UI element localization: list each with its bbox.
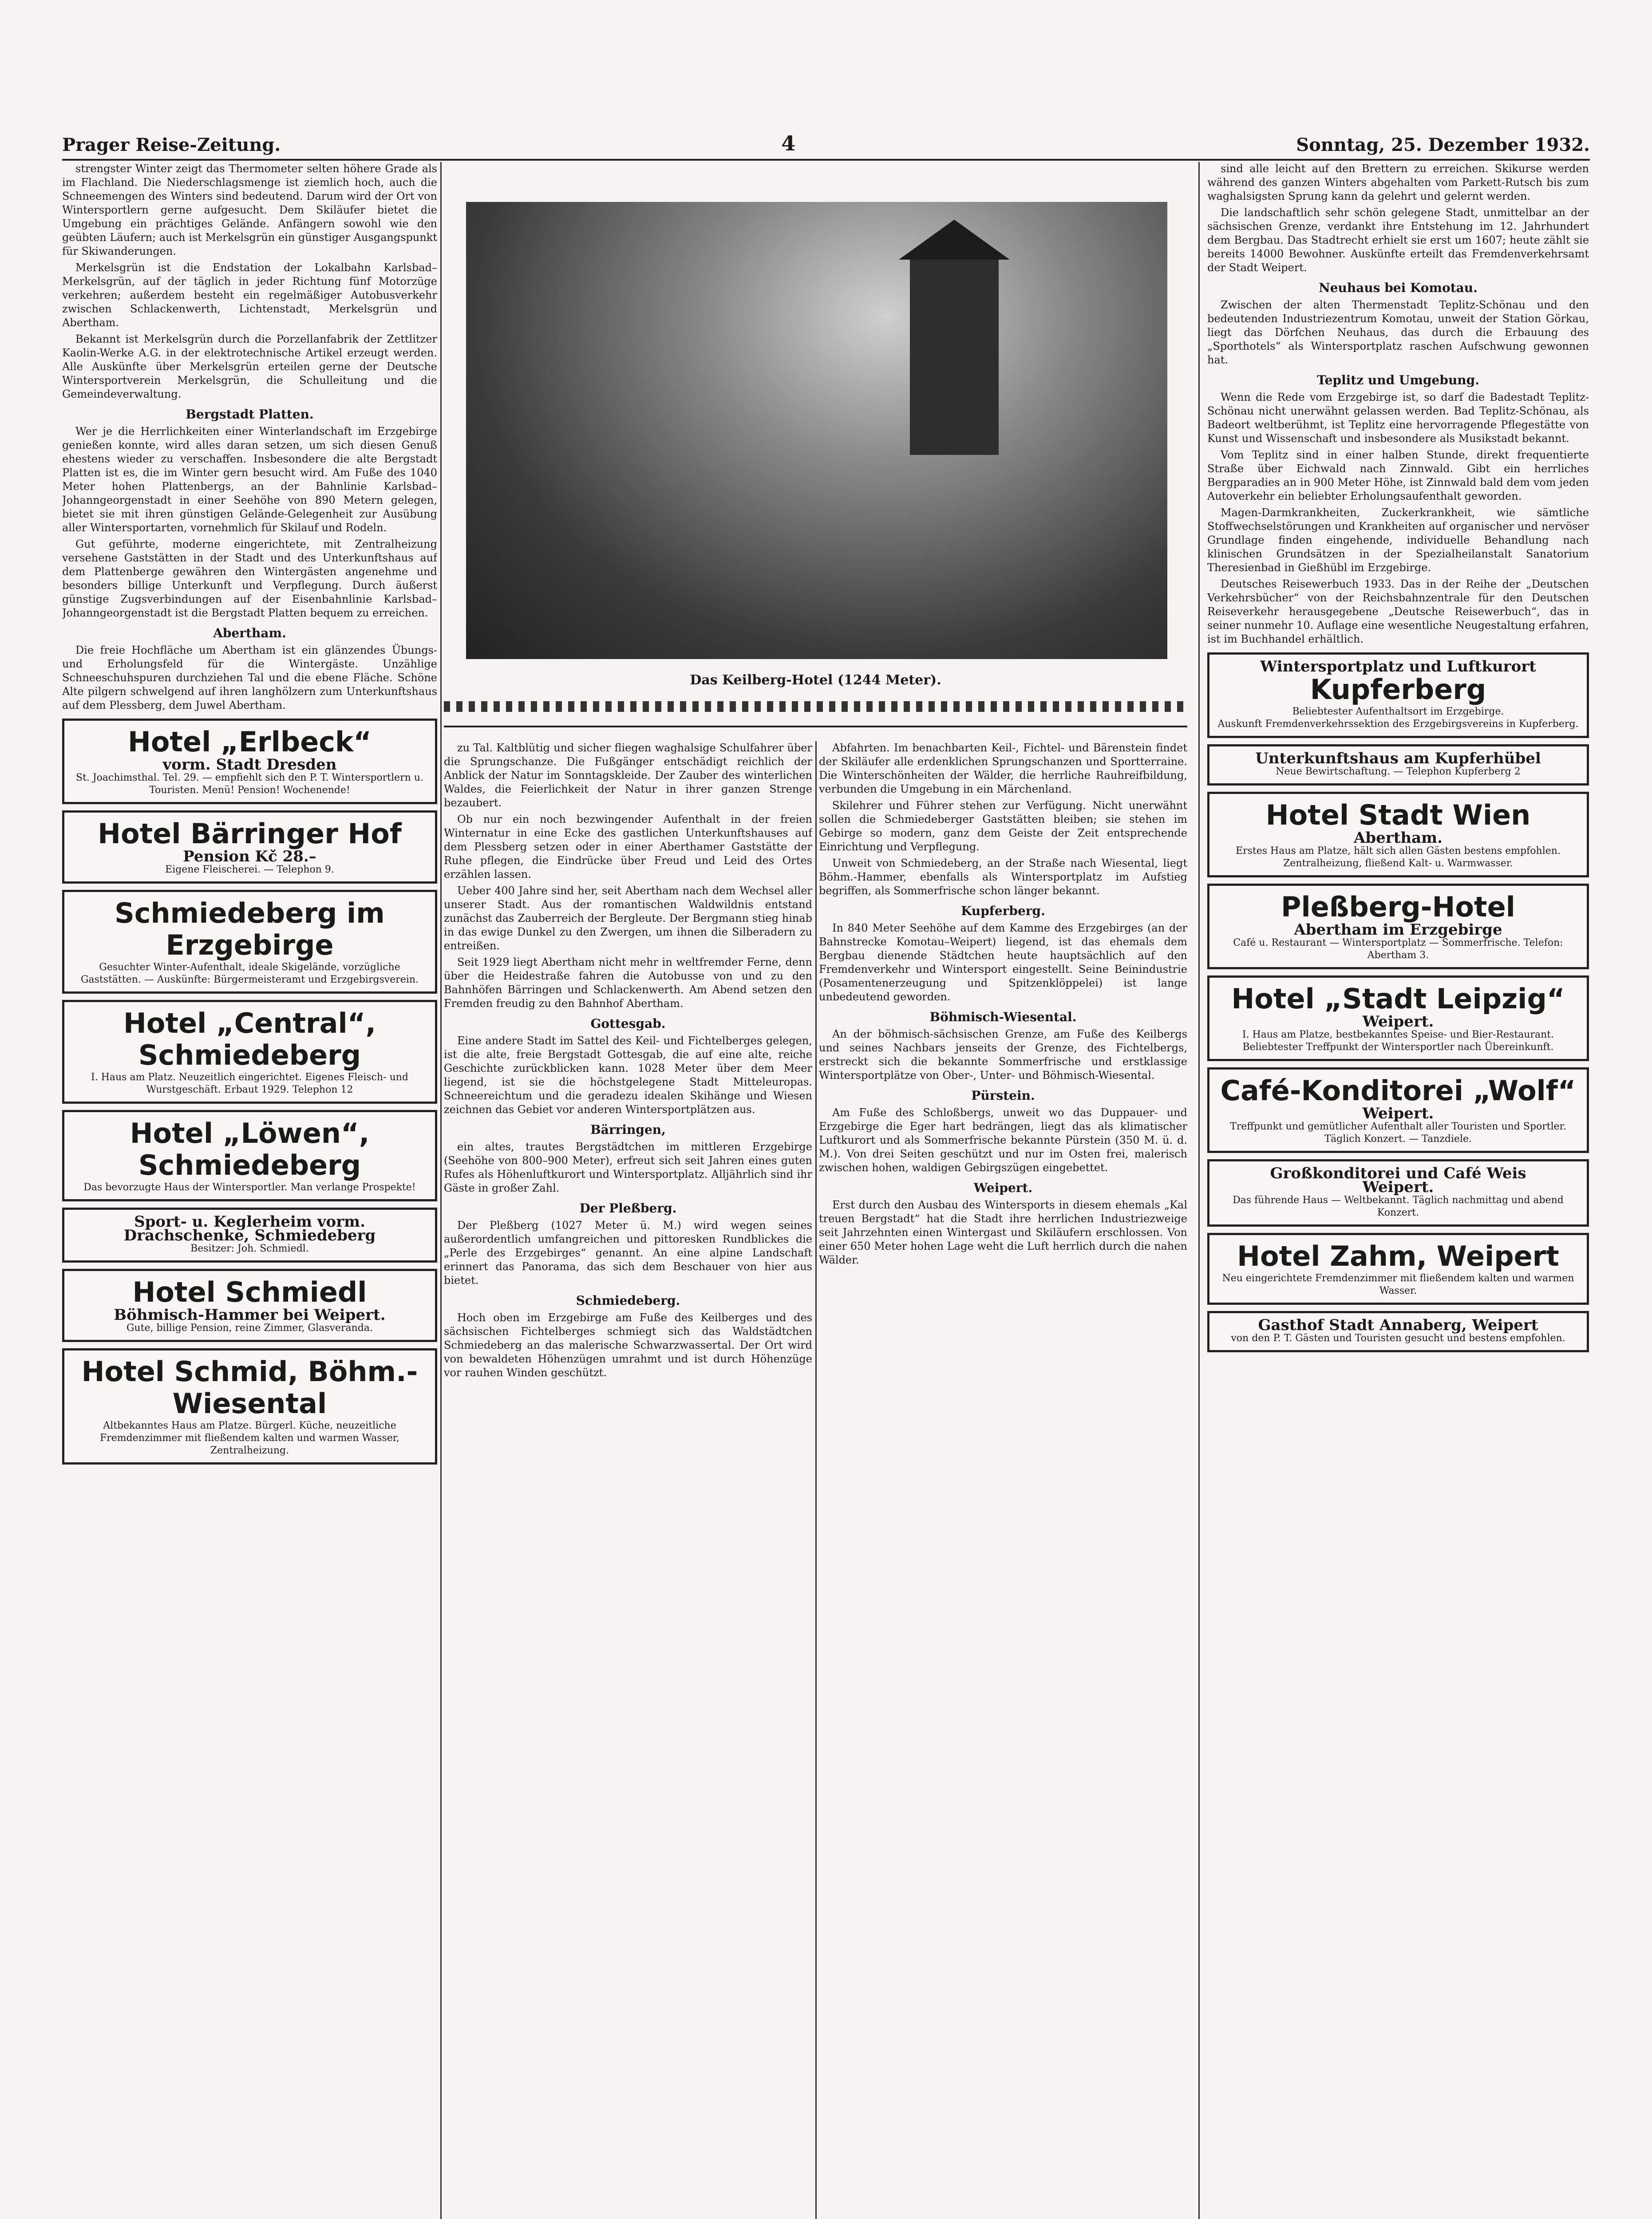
- article-paragraph: Ob nur ein noch bezwingender Aufenthalt in der freien Winternatur in eine Ecke des gastlichen Unterkunftshauses auf dem Plessberg setzen oder in einer Aberthamer Gaststätte der Ruhe pflegen, die Eindrücke über Freud und Leid des Ortes erzählen lassen.: [444, 813, 812, 880]
- article-paragraph: sind alle leicht auf den Brettern zu erreichen. Skikurse werden während des ganzen Winters abgehalten vom Parkett-Rutsch bis zum waghalsigsten Sprung kann da gelehrt und gelernt werden.: [1207, 162, 1589, 202]
- ad-schmiedeberg: Schmiedeberg im Erzgebirge Gesuchter Winter-Aufenthalt, ideale Skigelände, vorzügliche Gaststätten. — Auskünfte: Bürgermeisteramt und Erzgebirgsverein.: [62, 890, 437, 994]
- section-heading: Abertham.: [213, 626, 286, 640]
- article-paragraph: An der böhmisch-sächsischen Grenze, am Fuße des Keilbergs und seines Nachbars jenseits der Grenze, des Fichtelbergs, erstreckt sich die bekannte Sommerfrische und erstklassige Wintersportplätze von Ober-, Unter- und Böhmisch-Wiesental.: [819, 1028, 1187, 1082]
- article-paragraph: Eine andere Stadt im Sattel des Keil- und Fichtelberges gelegen, ist die alte, freie Bergstadt Gottesgab, die auf eine alte, reiche Geschichte zurückblicken kann. 1028 Meter über dem Meer liegend, ist sie die höchstgelegene Stadt Mitteleuropas. Schneereichtum und die geradezu idealen Skihänge und Wiesen zeichnen das Gebiet vor anderen Wintersportplätzen aus.: [444, 1034, 812, 1116]
- page-number: 4: [781, 131, 796, 155]
- ad-cafe-wolf: Café-Konditorei „Wolf“ Weipert. Treffpunkt und gemütlicher Aufenthalt aller Touristen und Sportler. Täglich Konzert. — Tanzdiele.: [1207, 1067, 1589, 1153]
- column-rule: [815, 741, 817, 2219]
- article-paragraph: Zwischen der alten Thermenstadt Teplitz-Schönau und den bedeutenden Industriezentrum Komotau, unweit der Station Görkau, liegt das Dörfchen Neuhaus, das durch die Erbauung des „Sporthotels“ als Wintersportplatz raschen Aufschwung gewonnen hat.: [1207, 299, 1589, 366]
- section-heading: Pürstein.: [971, 1088, 1035, 1103]
- article-paragraph: Erst durch den Ausbau des Wintersports in diesem ehemals „Kal treuen Bergstadt“ hat die Stadt ihre herrlichen Industriezweige seit Jahrzehnten einen Wintergast und Skiläufern erschlossen. Von einer 650 Meter hohen Lage weht die Luft herrlich durch die nahen Wälder.: [819, 1199, 1187, 1266]
- article-paragraph: Die landschaftlich sehr schön gelegene Stadt, unmittelbar an der sächsischen Grenze, verdankt ihre Entstehung im 12. Jahrhundert dem Bergbau. Das Stadtrecht erhielt sie erst um 1607; heute zählt sie bereits 14000 Bewohner. Auskünfte erteilt das Fremdenverkehrsamt der Stadt Weipert.: [1207, 206, 1589, 274]
- article-paragraph: Skilehrer und Führer stehen zur Verfügung. Nicht unerwähnt sollen die Schmiedeberger Gaststätten bleiben; sie stehen im Gebirge so modern, ganz dem Geiste der Zeit entsprechende Einrichtung und Verpflegung.: [819, 799, 1187, 853]
- article-paragraph: Seit 1929 liegt Abertham nicht mehr in weltfremder Ferne, denn über die Heidestraße fahren die Autobusse von und zu den Bahnhöfen Bärringen und Schlackenwerth. Am Abend setzen den Fremden freudig zu den Bahnhof Abertham.: [444, 956, 812, 1010]
- tower-shape: [910, 255, 999, 455]
- page-header: [62, 129, 1590, 161]
- section-heading: Der Pleßberg.: [579, 1201, 677, 1216]
- article-paragraph: In 840 Meter Seehöhe auf dem Kamme des Erzgebirges (an der Bahnstrecke Komotau–Weipert) liegend, ist das ehemals dem Bergbau dienende Städtchen heute hauptsächlich auf den Fremdenverkehr und Wintersport eingestellt. Seine Beinindustrie (Posamentenerzeugung und Spitzenklöppelei) ist lange unbedeutend geworden.: [819, 922, 1187, 1003]
- article-paragraph: Vom Teplitz sind in einer halben Stunde, direkt frequentierte Straße über Eichwald nach Zinnwald. Gibt ein herrliches Bergparadies an in 900 Meter Höhe, ist Zinnwald bald dem vom jeden Autoverkehr ein beliebter Erholungsaufenthalt geworden.: [1207, 449, 1589, 502]
- column-3: [819, 741, 1187, 2219]
- article-paragraph: Merkelsgrün ist die Endstation der Lokalbahn Karlsbad–Merkelsgrün, auf der täglich in jeder Richtung fünf Motorzüge verkehren; außerdem besteht ein regelmäßiger Autobusverkehr zwischen Schlackenwerth, Lichtenstadt, Merkelsgrün und Abertham.: [62, 261, 437, 329]
- publication-name: Prager Reise-Zeitung.: [62, 134, 281, 155]
- article-paragraph: zu Tal. Kaltblütig und sicher fliegen waghalsige Schulfahrer über die Sprungschanze. Die Fußgänger entschädigt reichlich der Anblick der Natur im Sonntagskleide. Der Zauber des winterlichen Waldes, die Feierlichkeit der Natur in ihrer ganzen Strenge bezaubert.: [444, 742, 812, 809]
- notice-paragraph: Magen-Darmkrankheiten, Zuckerkrankheit, wie sämtliche Stoffwechselstörungen und Krankheiten auf organischer und nervöser Grundlage finden eingehende, individuelle Behandlung nach klinischen Grundsätzen in der Spezialheilanstalt Sanatorium Theresienbad in Gießhübl im Erzgebirge.: [1207, 506, 1589, 574]
- column-4: [1207, 162, 1589, 2219]
- section-heading: Böhmisch-Wiesental.: [929, 1010, 1077, 1024]
- column-rule: [1198, 162, 1200, 2219]
- ad-keglerheim: Sport- u. Keglerheim vorm. Drachschenke, Schmiedeberg Besitzer: Joh. Schmiedl.: [62, 1208, 437, 1263]
- issue-date: Sonntag, 25. Dezember 1932.: [1296, 134, 1590, 155]
- notice-paragraph: Deutsches Reisewerbuch 1933. Das in der Reihe der „Deutschen Verkehrsbücher“ von der Reichsbahnzentrale für den Deutschen Reiseverkehr herausgegebene „Deutsche Reisewerbuch“, das in seiner nunmehr 10. Auflage eine wesentliche Neugestaltung erfahren, ist im Buchhandel erhältlich.: [1207, 578, 1589, 645]
- section-heading: Teplitz und Umgebung.: [1317, 373, 1479, 387]
- article-paragraph: Gut geführte, moderne eingerichtete, mit Zentralheizung versehene Gaststätten in der Stadt und des Unterkunftshaus auf dem Plattenberge gewähren den Wintergästen angenehme und besonders billige Unterkunft und Verpflegung. Durch äußerst günstige Zugsverbindungen auf der Eisenbahnlinie Karlsbad–Johanngeorgenstadt ist die Bergstadt Platten bequem zu erreichen.: [62, 538, 437, 619]
- article-paragraph: Der Pleßberg (1027 Meter ü. M.) wird wegen seines außerordentlich umfangreichen und pittoresken Rundblickes die „Perle des Erzgebirges“ genannt. An eine alpine Landschaft erinnert das Panorama, das sich dem Beschauer von hier aus bietet.: [444, 1219, 812, 1287]
- ad-unterkunftshaus: Unterkunftshaus am Kupferhübel Neue Bewirtschaftung. — Telephon Kupferberg 2: [1207, 744, 1589, 786]
- article-paragraph: Wer je die Herrlichkeiten einer Winterlandschaft im Erzgebirge genießen konnte, wird alles daran setzen, um sich diesen Genuß ehestens wieder zu verschaffen. Insbesondere die alte Bergstadt Platten ist es, die im Winter gern besucht wird. Am Fuße des 1040 Meter hohen Plattenbergs, an der Bahnlinie Karlsbad–Johanngeorgenstadt in einer Seehöhe von 890 Metern gelegen, bietet sie mit ihren günstigen Gelände-Gelegenheit zur Ausübung aller Wintersportarten, vornehmlich für Skilauf und Rodeln.: [62, 425, 437, 534]
- article-paragraph: Bekannt ist Merkelsgrün durch die Porzellanfabrik der Zettlitzer Kaolin-Werke A.G. in der elektrotechnische Artikel erzeugt werden. Alle Auskünfte über Merkelsgrün erteilen gerne der Deutsche Wintersportverein Merkelsgrün, die Schulleitung und die Gemeindeverwaltung.: [62, 333, 437, 400]
- article-paragraph: Unweit von Schmiedeberg, an der Straße nach Wiesental, liegt Böhm.-Hammer, ebenfalls als Wintersportplatz im Aufstieg begriffen, als Sommerfrische schon länger bekannt.: [819, 857, 1187, 897]
- column-1: [62, 162, 437, 2219]
- ad-gasthof-annaberg: Gasthof Stadt Annaberg, Weipert von den P. T. Gästen und Touristen gesucht und bestens empfohlen.: [1207, 1311, 1589, 1352]
- article-paragraph: Wenn die Rede vom Erzgebirge ist, so darf die Badestadt Teplitz-Schönau nicht unerwähnt gelassen werden. Bad Teplitz-Schönau, als Badeort weltberühmt, ist Teplitz eine hervorragende Pflegestätte von Kunst und Wissenschaft und insbesondere als Musikstadt bekannt.: [1207, 391, 1589, 445]
- ad-hotel-zahm: Hotel Zahm, Weipert Neu eingerichtete Fremdenzimmer mit fließendem kalten und warmen Wasser.: [1207, 1233, 1589, 1305]
- article-paragraph: Ueber 400 Jahre sind her, seit Abertham nach dem Wechsel aller unserer Stadt. Aus der romantischen Waldwildnis entstand zunächst das Zauberreich der Bergleute. Der Bergmann stieg hinab in das ewige Dunkel zu den Zwergen, um ihnen die Silberadern zu entreißen.: [444, 884, 812, 952]
- ad-hotel-erlbeck: Hotel „Erlbeck“ vorm. Stadt Dresden St. Joachimsthal. Tel. 29. — empfiehlt sich den P. T. Wintersportlern u. Touristen. Menü! Pension! Wochenende!: [62, 719, 437, 804]
- ad-hotel-schmiedl: Hotel Schmiedl Böhmisch-Hammer bei Weipert. Gute, billige Pension, reine Zimmer, Glasveranda.: [62, 1269, 437, 1342]
- article-paragraph: Am Fuße des Schloßbergs, unweit wo das Duppauer- und Erzgebirge die Eger hart bedrängen, liegt das als klimatischer Luftkurort und als Sommerfrische bekannte Pürstein (350 M. ü. d. M.). Von drei Seiten geschützt und nur im Osten frei, malerisch zwischen hohen, waldigen Gebirgszügen eingebettet.: [819, 1106, 1187, 1174]
- keilberg-hotel-photo: [466, 202, 1167, 659]
- article-paragraph: ein altes, trautes Bergstädtchen im mittleren Erzgebirge (Seehöhe von 800–900 Meter), erfreut sich seit Jahren eines guten Rufes als Höhenluftkurort und Wintersportplatz. Alljährlich sind ihr Gäste in großer Zahl.: [444, 1141, 812, 1194]
- section-heading: Schmiedeberg.: [576, 1293, 680, 1308]
- ad-cafe-weis: Großkonditorei und Café Weis Weipert. Das führende Haus — Weltbekannt. Täglich nachmittag und abend Konzert.: [1207, 1159, 1589, 1227]
- section-heading: Bärringen,: [590, 1122, 666, 1137]
- section-heading: Bergstadt Platten.: [186, 407, 314, 422]
- ad-plessberg-hotel: Pleßberg-Hotel Abertham im Erzgebirge Café u. Restaurant — Wintersportplatz — Sommerfrische. Telefon: Abertham 3.: [1207, 884, 1589, 969]
- section-heading: Weipert.: [973, 1181, 1033, 1195]
- photo-block: [444, 162, 1187, 727]
- article-paragraph: Hoch oben im Erzgebirge am Fuße des Keilberges und des sächsischen Fichtelberges schmiegt sich das Waldstädtchen Schmiedeberg an das malerische Schwarzwassertal. Der Ort wird von bewaldeten Höhenzügen umrahmt und ist durch Höhenzüge vor rauhen Winden geschützt.: [444, 1311, 812, 1379]
- ad-hotel-central: Hotel „Central“, Schmiedeberg I. Haus am Platz. Neuzeitlich eingerichtet. Eigenes Fleisch- und Wurstgeschäft. Erbaut 1929. Telephon 12: [62, 1000, 437, 1104]
- column-rule: [440, 162, 442, 2219]
- ad-kupferberg: Wintersportplatz und Luftkurort Kupferberg Beliebtester Aufenthaltsort im Erzgebirge. Auskunft Fremdenverkehrssektion des Erzgebirgsvereins in Kupferberg.: [1207, 652, 1589, 738]
- photo-caption: Das Keilberg-Hotel (1244 Meter).: [690, 672, 941, 688]
- ornamental-border: [444, 701, 1187, 712]
- article-paragraph: Abfahrten. Im benachbarten Keil-, Fichtel- und Bärenstein findet der Skiläufer alle erdenklichen Sprungschanzen und Sportterraine. Die Winterschönheiten der Wälder, die herrliche Rauhreifbildung, verbunden die Umgebung in ein Märchenland.: [819, 742, 1187, 795]
- ad-hotel-stadt-leipzig: Hotel „Stadt Leipzig“ Weipert. I. Haus am Platze, bestbekanntes Speise- und Bier-Restaurant. Beliebtester Treffpunkt der Wintersportler nach Übereinkunft.: [1207, 975, 1589, 1061]
- section-heading: Kupferberg.: [961, 904, 1045, 918]
- article-paragraph: strengster Winter zeigt das Thermometer selten höhere Grade als im Flachland. Die Niederschlagsmenge ist ziemlich hoch, auch die Schneemengen des Winters sind bedeutend. Darum wird der Ort von Wintersportlern gerne aufgesucht. Dem Skiläufer bietet die Umgebung ein prächtiges Gelände. Anfängern sowohl wie den geübten Läufern; auch ist Merkelsgrün ein günstiger Ausgangspunkt für Skiwanderungen.: [62, 162, 437, 257]
- section-heading: Neuhaus bei Komotau.: [1319, 280, 1478, 295]
- ad-hotel-stadt-wien: Hotel Stadt Wien Abertham. Erstes Haus am Platze, hält sich allen Gästen bestens empfohlen. Zentralheizung, fließend Kalt- u. Warmwasser.: [1207, 792, 1589, 877]
- column-2: [444, 741, 812, 2219]
- ad-hotel-loewen: Hotel „Löwen“, Schmiedeberg Das bevorzugte Haus der Wintersportler. Man verlange Prospekte!: [62, 1110, 437, 1201]
- ad-hotel-schmid: Hotel Schmid, Böhm.-Wiesental Altbekanntes Haus am Platze. Bürgerl. Küche, neuzeitliche Fremdenzimmer mit fließendem kalten und warmen Wasser, Zentralheizung.: [62, 1348, 437, 1465]
- section-heading: Gottesgab.: [590, 1016, 666, 1031]
- article-paragraph: Die freie Hochfläche um Abertham ist ein glänzendes Übungs- und Erholungsfeld für die Wintergäste. Unzählige Schneeschuhspuren durchziehen Tal und die ebene Fläche. Schöne Alte pilgern schwelgend auf ihren langhölzern zum Unterkunftshaus auf dem Plessberg, dem Juwel Abertham.: [62, 644, 437, 711]
- ad-hotel-baerringer-hof: Hotel Bärringer Hof Pension Kč 28.– Eigene Fleischerei. — Telephon 9.: [62, 810, 437, 884]
